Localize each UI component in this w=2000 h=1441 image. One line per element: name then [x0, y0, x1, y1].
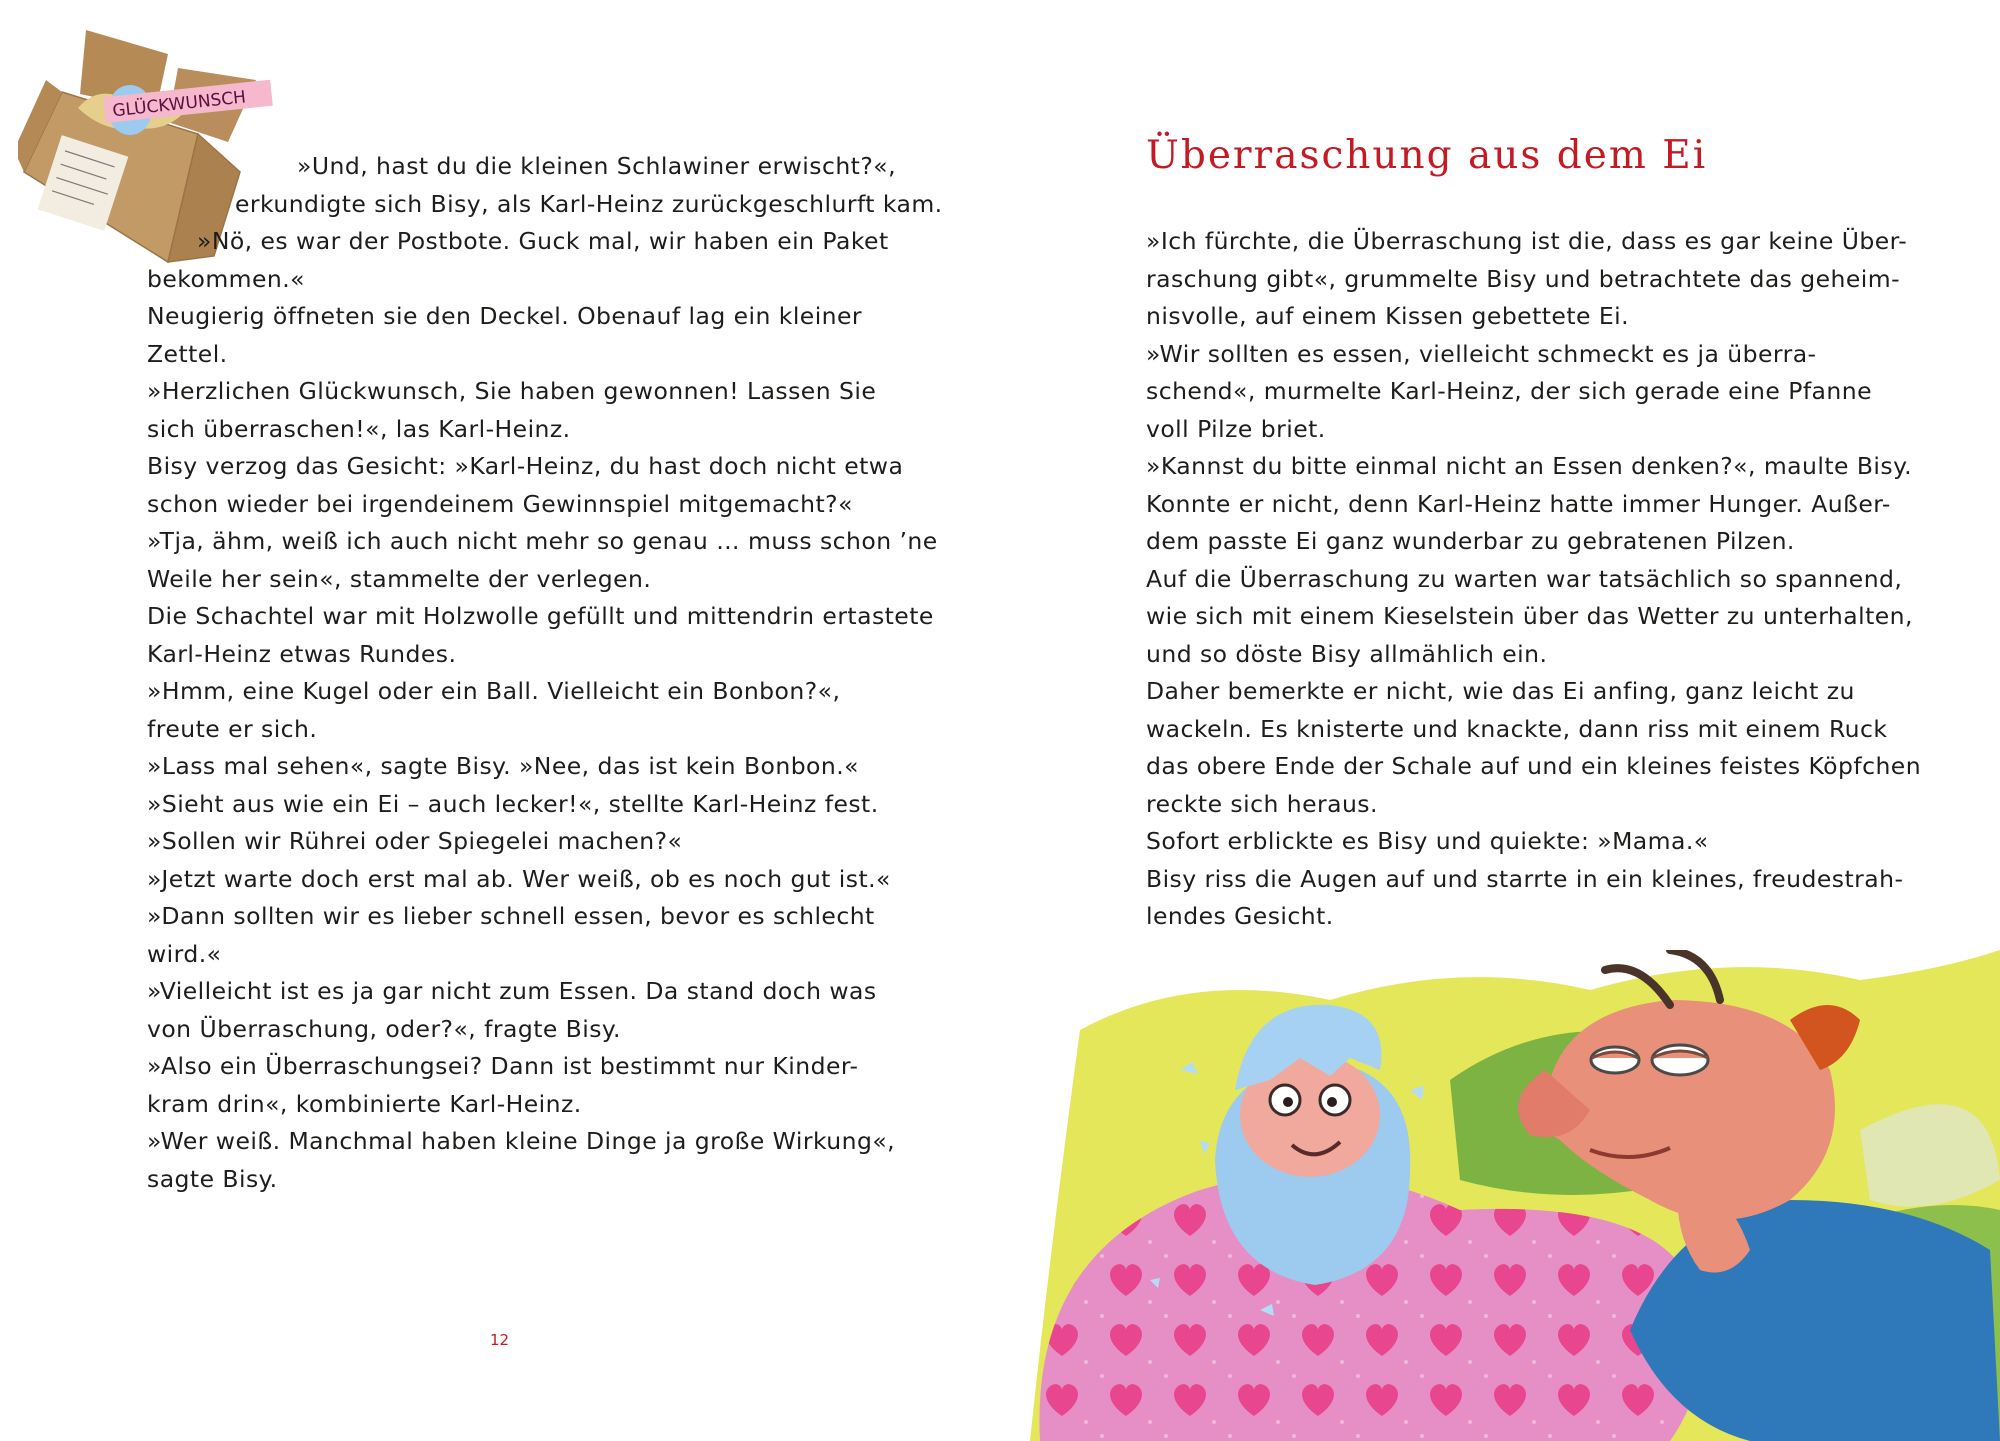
right-page: [1000, 0, 2000, 1441]
text-line: reckte sich heraus.: [1146, 789, 1378, 818]
text-line: das obere Ende der Schale auf und ein kleines feistes Köpfchen: [1146, 752, 1922, 780]
text-line: voll Pilze briet.: [1146, 414, 1326, 443]
text-line: »Sieht aus wie ein Ei – auch lecker!«, stellte Karl-Heinz fest.: [147, 789, 879, 818]
chick-right-pupil: [1327, 1097, 1337, 1107]
chick-left-pupil: [1283, 1097, 1293, 1107]
text-line: wird.«: [147, 939, 222, 968]
text-line: kram drin«, kombinierte Karl-Heinz.: [147, 1089, 582, 1118]
text-line: »Wir sollten es essen, vielleicht schmeckt es ja überra-: [1146, 339, 1817, 368]
text-line: »Herzlichen Glückwunsch, Sie haben gewonnen! Lassen Sie: [147, 377, 877, 405]
text-line: dem passte Ei ganz wunderbar zu gebratenen Pilzen.: [1146, 527, 1795, 555]
chapter-title: Überraschung aus dem Ei: [1146, 133, 1708, 178]
text-line: sich überraschen!«, las Karl-Heinz.: [147, 414, 571, 443]
text-line: Bisy riss die Augen auf und starrte in ein kleines, freudestrah-: [1146, 864, 1904, 893]
right-page-text: [1146, 223, 1922, 936]
text-line: »Hmm, eine Kugel oder ein Ball. Vielleicht ein Bonbon?«,: [147, 677, 841, 705]
text-line: »Also ein Überraschungsei? Dann ist bestimmt nur Kinder-: [147, 1052, 859, 1080]
text-line: Bisy verzog das Gesicht: »Karl-Heinz, du hast doch nicht etwa: [147, 452, 904, 480]
text-line: schend«, murmelte Karl-Heinz, der sich gerade eine Pfanne: [1146, 377, 1872, 405]
text-line: »Tja, ähm, weiß ich auch nicht mehr so genau … muss schon ’ne: [147, 527, 938, 555]
text-line: wackeln. Es knisterte und knackte, dann riss mit einem Ruck: [1146, 714, 1888, 743]
text-line: »Vielleicht ist es ja gar nicht zum Essen. Da stand doch was: [147, 977, 877, 1005]
text-line: Daher bemerkte er nicht, wie das Ei anfing, ganz leicht zu: [1146, 677, 1855, 705]
text-line: »Jetzt warte doch erst mal ab. Wer weiß, ob es noch gut ist.«: [147, 864, 891, 893]
text-line: Zettel.: [147, 339, 228, 368]
text-line: raschung gibt«, grummelte Bisy und betrachtete das geheim-: [1146, 264, 1901, 293]
text-line: Die Schachtel war mit Holzwolle gefüllt und mittendrin ertastete: [147, 602, 934, 630]
text-line: nisvolle, auf einem Kissen gebettete Ei.: [1146, 302, 1630, 330]
text-line: Konnte er nicht, denn Karl-Heinz hatte immer Hunger. Außer-: [1146, 489, 1891, 518]
text-line: »Lass mal sehen«, sagte Bisy. »Nee, das ist kein Bonbon.«: [147, 752, 859, 780]
text-line: »Ich fürchte, die Überraschung ist die, dass es gar keine Über-: [1146, 227, 1908, 255]
text-line: wie sich mit einem Kieselstein über das Wetter zu unterhalten,: [1146, 602, 1913, 630]
left-page-text: [147, 148, 943, 1198]
text-line: Auf die Überraschung zu warten war tatsächlich so spannend,: [1146, 564, 1903, 593]
text-line: und so döste Bisy allmählich ein.: [1146, 639, 1548, 668]
text-line: Karl-Heinz etwas Rundes.: [147, 639, 457, 668]
sticker-text: GLÜCKWUNSCH: [111, 87, 247, 122]
text-line: erkundigte sich Bisy, als Karl-Heinz zurückgeschlurft kam.: [235, 189, 943, 218]
text-line: von Überraschung, oder?«, fragte Bisy.: [147, 1014, 621, 1043]
text-line: »Sollen wir Rührei oder Spiegelei machen?«: [147, 827, 683, 855]
text-line: Weile her sein«, stammelte der verlegen.: [147, 564, 652, 593]
text-line: »Dann sollten wir es lieber schnell essen, bevor es schlecht: [147, 902, 875, 930]
text-line: freute er sich.: [147, 714, 318, 743]
text-line: bekommen.«: [147, 264, 306, 293]
text-line: »Und, hast du die kleinen Schlawiner erwischt?«,: [297, 152, 897, 180]
text-line: »Kannst du bitte einmal nicht an Essen denken?«, maulte Bisy.: [1146, 452, 1913, 480]
text-line: Sofort erblickte es Bisy und quiekte: »Mama.«: [1146, 827, 1709, 855]
text-line: »Wer weiß. Manchmal haben kleine Dinge ja große Wirkung«,: [147, 1127, 896, 1155]
text-line: schon wieder bei irgendeinem Gewinnspiel mitgemacht?«: [147, 489, 853, 518]
page-number: 12: [490, 1331, 510, 1349]
text-line: lendes Gesicht.: [1146, 902, 1334, 930]
text-line: »Nö, es war der Postbote. Guck mal, wir haben ein Paket: [197, 227, 889, 255]
egg-and-bee-illustration: [1030, 950, 2000, 1441]
text-line: sagte Bisy.: [147, 1164, 278, 1193]
text-line: Neugierig öffneten sie den Deckel. Obenauf lag ein kleiner: [147, 302, 863, 330]
